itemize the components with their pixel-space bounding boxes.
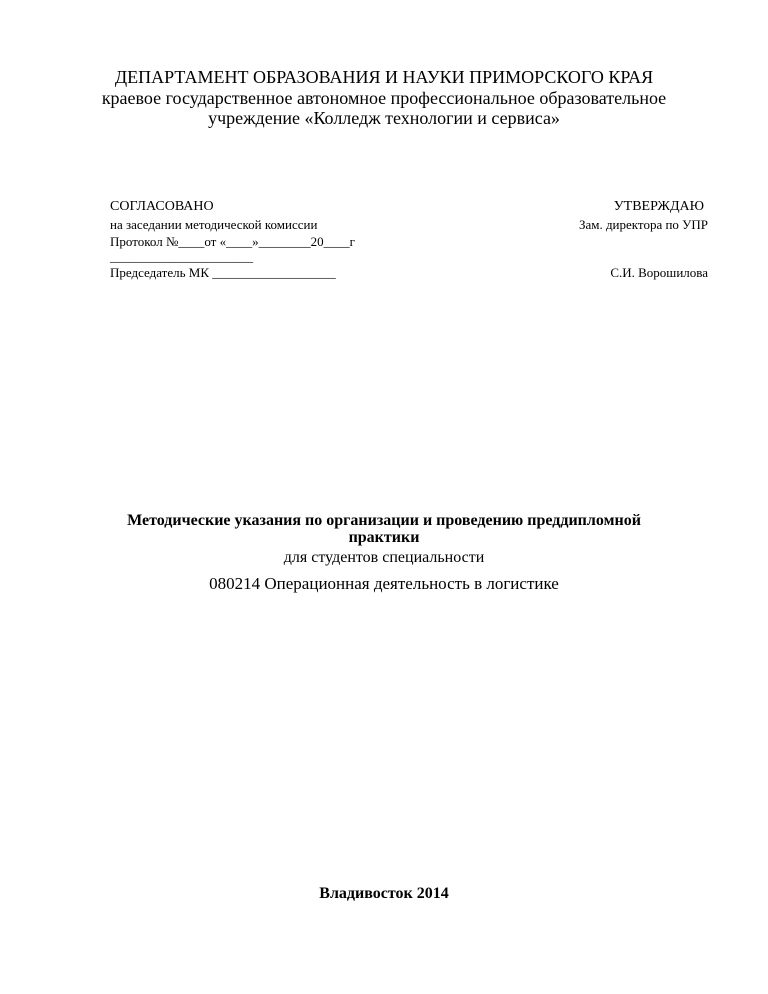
- approve-title: УТВЕРЖДАЮ: [613, 199, 704, 214]
- approve-name: С.И. Ворошилова: [610, 265, 708, 280]
- agreed-signature-line: ______________________: [110, 249, 253, 264]
- agreed-chairman: Председатель МК ___________________: [110, 265, 336, 280]
- agreed-title: СОГЛАСОВАНО: [110, 199, 214, 214]
- document-title: Методические указания по организации и проведению преддипломной: [127, 512, 641, 529]
- department-name: ДЕПАРТАМЕНТ ОБРАЗОВАНИЯ И НАУКИ ПРИМОРСКОГО КРАЯ: [114, 67, 654, 87]
- agreed-protocol: Протокол №____от «____»________20____г: [110, 234, 355, 249]
- agreed-commission: на заседании методической комиссии: [110, 217, 318, 232]
- document-subtitle: для студентов специальности: [283, 549, 485, 566]
- specialty: 080214 Операционная деятельность в логистике: [209, 574, 559, 593]
- document-title-cont: практики: [348, 529, 420, 546]
- institution-name: учреждение «Колледж технологии и сервиса»: [208, 108, 560, 128]
- institution-type: краевое государственное автономное профессиональное образовательное: [101, 88, 667, 108]
- city-year: Владивосток 2014: [319, 885, 449, 902]
- approve-position: Зам. директора по УПР: [578, 217, 708, 232]
